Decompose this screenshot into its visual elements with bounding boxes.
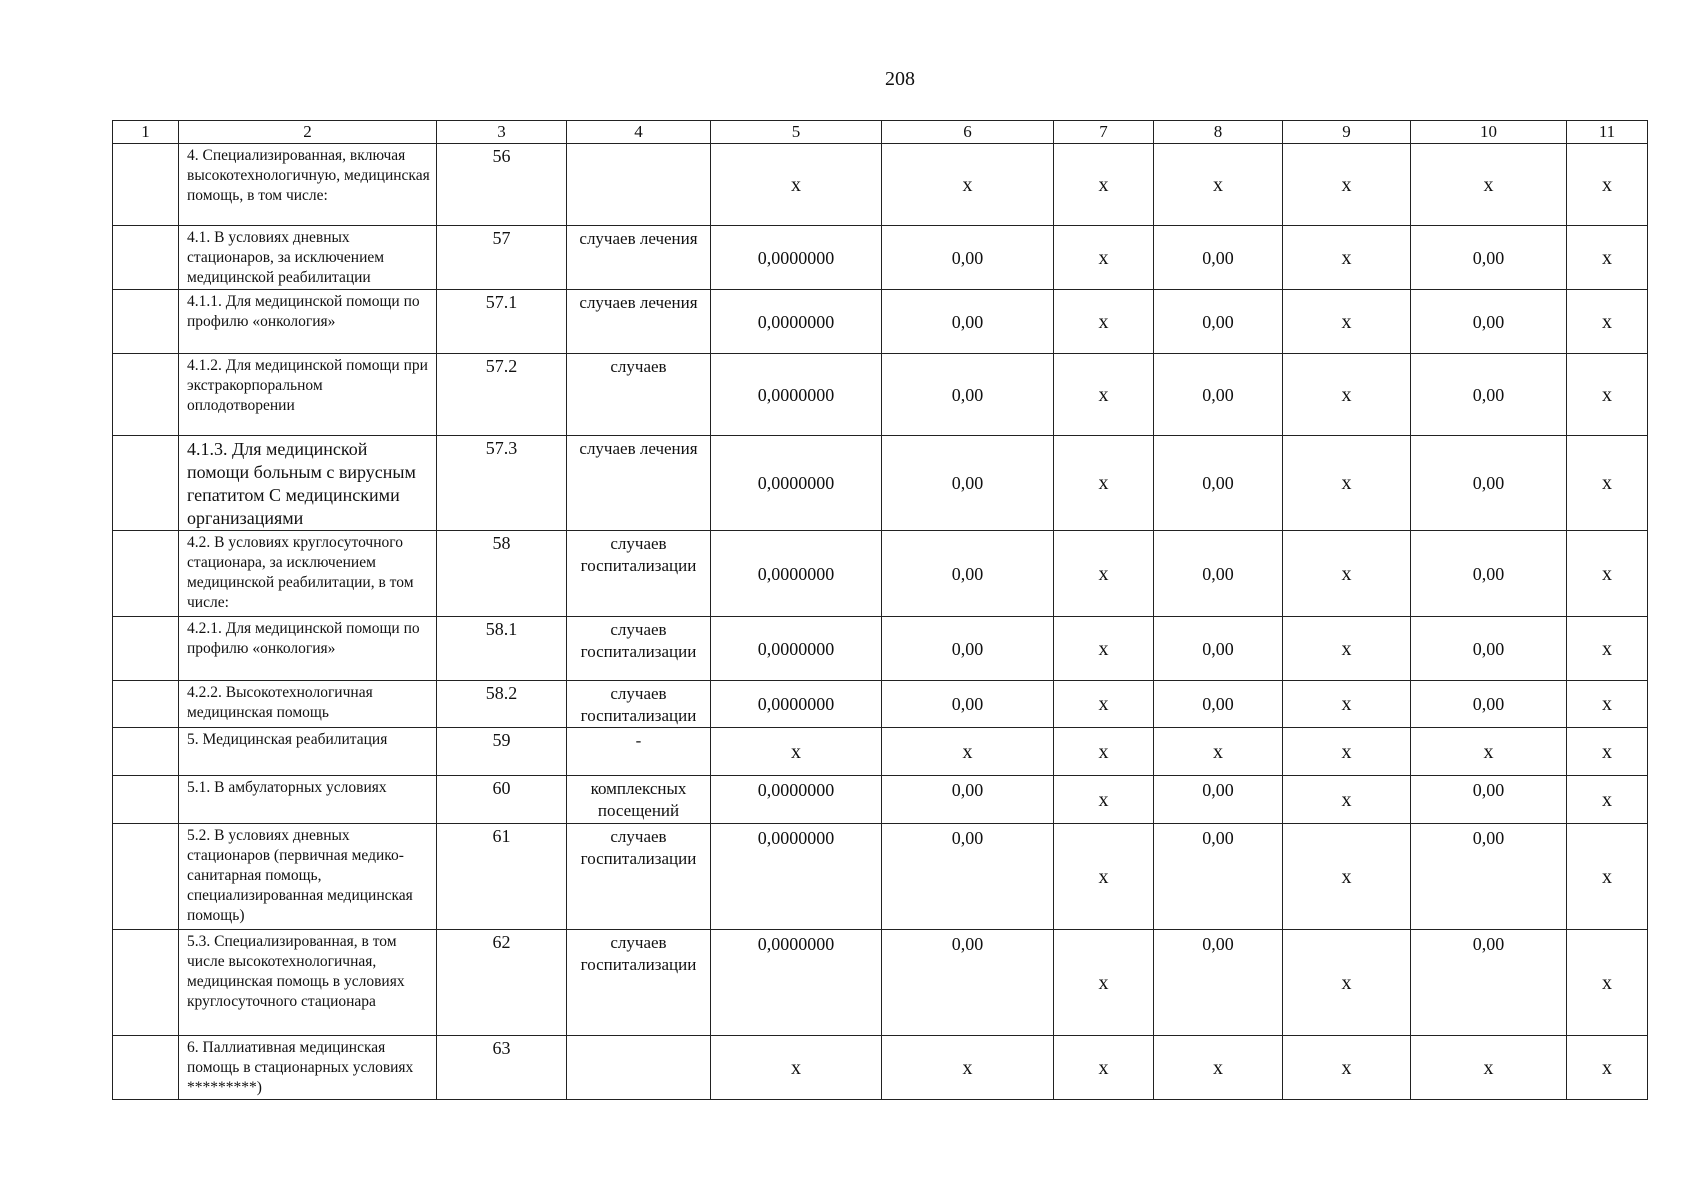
header-cell: 6 xyxy=(882,121,1054,144)
table-row xyxy=(113,290,1648,354)
row-code: 58.1 xyxy=(437,617,567,681)
x-mark-cell: x xyxy=(1283,617,1411,681)
x-mark-cell: x xyxy=(1283,1036,1411,1100)
data-table xyxy=(112,120,1648,1100)
x-mark-cell: x xyxy=(1283,354,1411,436)
row-code: 56 xyxy=(437,144,567,226)
value-cell: 0,00 xyxy=(882,226,1054,290)
value-cell: 0,00 xyxy=(1154,776,1283,824)
row-unit: комплексных посещений xyxy=(567,776,711,824)
x-mark-cell: x xyxy=(1054,531,1154,617)
x-mark-cell: x xyxy=(882,1036,1054,1100)
x-mark-cell: x xyxy=(1054,681,1154,728)
value-cell: 0,00 xyxy=(1154,226,1283,290)
value-cell: 0,00 xyxy=(1154,617,1283,681)
table-row xyxy=(113,728,1648,776)
x-mark-cell: x xyxy=(1567,1036,1648,1100)
x-mark-cell: x xyxy=(1283,681,1411,728)
row-code: 61 xyxy=(437,824,567,930)
x-mark-cell: x xyxy=(1567,290,1648,354)
table-row xyxy=(113,436,1648,531)
header-cell: 7 xyxy=(1054,121,1154,144)
x-mark-cell: x xyxy=(1567,681,1648,728)
row-unit: случаев госпитализации xyxy=(567,681,711,728)
row-unit: случаев лечения xyxy=(567,290,711,354)
x-mark-cell: x xyxy=(1054,824,1154,930)
table-row xyxy=(113,681,1648,728)
x-mark-cell: x xyxy=(711,1036,882,1100)
value-cell: 0,00 xyxy=(1411,290,1567,354)
empty-cell xyxy=(113,930,179,1036)
table-row xyxy=(113,930,1648,1036)
row-name: 4.1.1. Для медицинской помощи по профилю «онкология» xyxy=(179,290,437,354)
row-name: 5.3. Специализированная, в том числе высокотехнологичная, медицинская помощь в условиях круглосуточного стационара xyxy=(179,930,437,1036)
value-cell: 0,0000000 xyxy=(711,436,882,531)
value-cell: 0,00 xyxy=(1411,531,1567,617)
value-cell: 0,00 xyxy=(1154,290,1283,354)
row-unit: случаев лечения xyxy=(567,226,711,290)
header-cell: 10 xyxy=(1411,121,1567,144)
row-unit: случаев лечения xyxy=(567,436,711,531)
x-mark-cell: x xyxy=(1283,436,1411,531)
value-cell: 0,00 xyxy=(1411,436,1567,531)
header-row xyxy=(113,121,1648,144)
table-row xyxy=(113,824,1648,930)
value-cell: 0,0000000 xyxy=(711,226,882,290)
value-cell: 0,00 xyxy=(882,290,1054,354)
value-cell: 0,0000000 xyxy=(711,824,882,930)
value-cell: 0,00 xyxy=(1154,531,1283,617)
x-mark-cell: x xyxy=(1567,930,1648,1036)
empty-cell xyxy=(113,824,179,930)
row-code: 63 xyxy=(437,1036,567,1100)
x-mark-cell: x xyxy=(1283,930,1411,1036)
row-code: 57 xyxy=(437,226,567,290)
x-mark-cell: x xyxy=(1411,1036,1567,1100)
header-cell: 5 xyxy=(711,121,882,144)
value-cell: 0,00 xyxy=(1154,824,1283,930)
x-mark-cell: x xyxy=(1567,824,1648,930)
x-mark-cell: x xyxy=(1054,144,1154,226)
row-code: 60 xyxy=(437,776,567,824)
empty-cell xyxy=(113,290,179,354)
value-cell: 0,00 xyxy=(882,776,1054,824)
row-name: 4.2.2. Высокотехнологичная медицинская помощь xyxy=(179,681,437,728)
x-mark-cell: x xyxy=(711,144,882,226)
value-cell: 0,0000000 xyxy=(711,531,882,617)
x-mark-cell: x xyxy=(1283,531,1411,617)
table-row xyxy=(113,354,1648,436)
x-mark-cell: x xyxy=(1283,824,1411,930)
row-unit: случаев госпитализации xyxy=(567,824,711,930)
x-mark-cell: x xyxy=(1567,531,1648,617)
x-mark-cell: x xyxy=(1054,354,1154,436)
value-cell: 0,00 xyxy=(1154,436,1283,531)
empty-cell xyxy=(113,776,179,824)
row-name: 4.1.3. Для медицинской помощи больным с вирусным гепатитом С медицинскими организациями xyxy=(179,436,437,531)
row-name: 4.1.2. Для медицинской помощи при экстракорпоральном оплодотворении xyxy=(179,354,437,436)
row-unit: случаев госпитализации xyxy=(567,617,711,681)
value-cell: 0,00 xyxy=(1411,354,1567,436)
row-code: 57.2 xyxy=(437,354,567,436)
row-name: 6. Паллиативная медицинская помощь в стационарных условиях *********) xyxy=(179,1036,437,1100)
row-unit: случаев госпитализации xyxy=(567,930,711,1036)
header-cell: 2 xyxy=(179,121,437,144)
x-mark-cell: x xyxy=(882,728,1054,776)
row-name: 4.2. В условиях круглосуточного стационара, за исключением медицинской реабилитации, в том числе: xyxy=(179,531,437,617)
value-cell: 0,0000000 xyxy=(711,290,882,354)
empty-cell xyxy=(113,531,179,617)
value-cell: 0,00 xyxy=(1411,930,1567,1036)
x-mark-cell: x xyxy=(1567,776,1648,824)
value-cell: 0,00 xyxy=(882,531,1054,617)
table-row xyxy=(113,1036,1648,1100)
value-cell: 0,0000000 xyxy=(711,354,882,436)
row-code: 59 xyxy=(437,728,567,776)
value-cell: 0,0000000 xyxy=(711,776,882,824)
x-mark-cell: x xyxy=(1411,144,1567,226)
x-mark-cell: x xyxy=(1054,436,1154,531)
value-cell: 0,00 xyxy=(1411,617,1567,681)
x-mark-cell: x xyxy=(1054,226,1154,290)
value-cell: 0,00 xyxy=(1411,226,1567,290)
empty-cell xyxy=(113,354,179,436)
x-mark-cell: x xyxy=(1283,144,1411,226)
x-mark-cell: x xyxy=(1054,930,1154,1036)
header-cell: 4 xyxy=(567,121,711,144)
row-unit: - xyxy=(567,728,711,776)
value-cell: 0,00 xyxy=(882,681,1054,728)
x-mark-cell: x xyxy=(1154,728,1283,776)
value-cell: 0,00 xyxy=(1411,681,1567,728)
table-row xyxy=(113,531,1648,617)
value-cell: 0,00 xyxy=(882,930,1054,1036)
header-cell: 11 xyxy=(1567,121,1648,144)
header-cell: 3 xyxy=(437,121,567,144)
row-name: 5. Медицинская реабилитация xyxy=(179,728,437,776)
x-mark-cell: x xyxy=(1054,728,1154,776)
row-unit: случаев xyxy=(567,354,711,436)
x-mark-cell: x xyxy=(1154,144,1283,226)
value-cell: 0,0000000 xyxy=(711,930,882,1036)
row-name: 4. Специализированная, включая высокотехнологичную, медицинская помощь, в том числе: xyxy=(179,144,437,226)
x-mark-cell: x xyxy=(1567,354,1648,436)
x-mark-cell: x xyxy=(1567,728,1648,776)
x-mark-cell: x xyxy=(1054,1036,1154,1100)
value-cell: 0,00 xyxy=(882,824,1054,930)
table-row xyxy=(113,226,1648,290)
x-mark-cell: x xyxy=(1283,226,1411,290)
header-cell: 8 xyxy=(1154,121,1283,144)
row-name: 5.1. В амбулаторных условиях xyxy=(179,776,437,824)
empty-cell xyxy=(113,436,179,531)
row-name: 4.1. В условиях дневных стационаров, за исключением медицинской реабилитации xyxy=(179,226,437,290)
value-cell: 0,0000000 xyxy=(711,617,882,681)
value-cell: 0,00 xyxy=(1411,776,1567,824)
table-row xyxy=(113,617,1648,681)
value-cell: 0,00 xyxy=(1154,681,1283,728)
row-code: 62 xyxy=(437,930,567,1036)
x-mark-cell: x xyxy=(1054,617,1154,681)
x-mark-cell: x xyxy=(1283,728,1411,776)
value-cell: 0,00 xyxy=(1154,930,1283,1036)
empty-cell xyxy=(113,617,179,681)
x-mark-cell: x xyxy=(1054,290,1154,354)
row-code: 58.2 xyxy=(437,681,567,728)
value-cell: 0,00 xyxy=(1154,354,1283,436)
header-cell: 1 xyxy=(113,121,179,144)
table-row xyxy=(113,776,1648,824)
x-mark-cell: x xyxy=(1411,728,1567,776)
value-cell: 0,00 xyxy=(882,617,1054,681)
table-row xyxy=(113,144,1648,226)
x-mark-cell: x xyxy=(1567,144,1648,226)
value-cell: 0,00 xyxy=(882,354,1054,436)
page-number: 208 xyxy=(885,68,915,90)
row-code: 58 xyxy=(437,531,567,617)
x-mark-cell: x xyxy=(1154,1036,1283,1100)
empty-cell xyxy=(113,681,179,728)
x-mark-cell: x xyxy=(1567,436,1648,531)
empty-cell xyxy=(113,226,179,290)
row-unit: случаев госпитализации xyxy=(567,531,711,617)
x-mark-cell: x xyxy=(711,728,882,776)
row-unit xyxy=(567,1036,711,1100)
empty-cell xyxy=(113,144,179,226)
row-code: 57.3 xyxy=(437,436,567,531)
value-cell: 0,0000000 xyxy=(711,681,882,728)
x-mark-cell: x xyxy=(882,144,1054,226)
header-cell: 9 xyxy=(1283,121,1411,144)
empty-cell xyxy=(113,728,179,776)
empty-cell xyxy=(113,1036,179,1100)
row-code: 57.1 xyxy=(437,290,567,354)
row-name: 5.2. В условиях дневных стационаров (первичная медико-санитарная помощь, специализированная медицинская помощь) xyxy=(179,824,437,930)
row-unit xyxy=(567,144,711,226)
x-mark-cell: x xyxy=(1567,226,1648,290)
x-mark-cell: x xyxy=(1054,776,1154,824)
value-cell: 0,00 xyxy=(882,436,1054,531)
value-cell: 0,00 xyxy=(1411,824,1567,930)
x-mark-cell: x xyxy=(1283,776,1411,824)
row-name: 4.2.1. Для медицинской помощи по профилю «онкология» xyxy=(179,617,437,681)
x-mark-cell: x xyxy=(1283,290,1411,354)
x-mark-cell: x xyxy=(1567,617,1648,681)
